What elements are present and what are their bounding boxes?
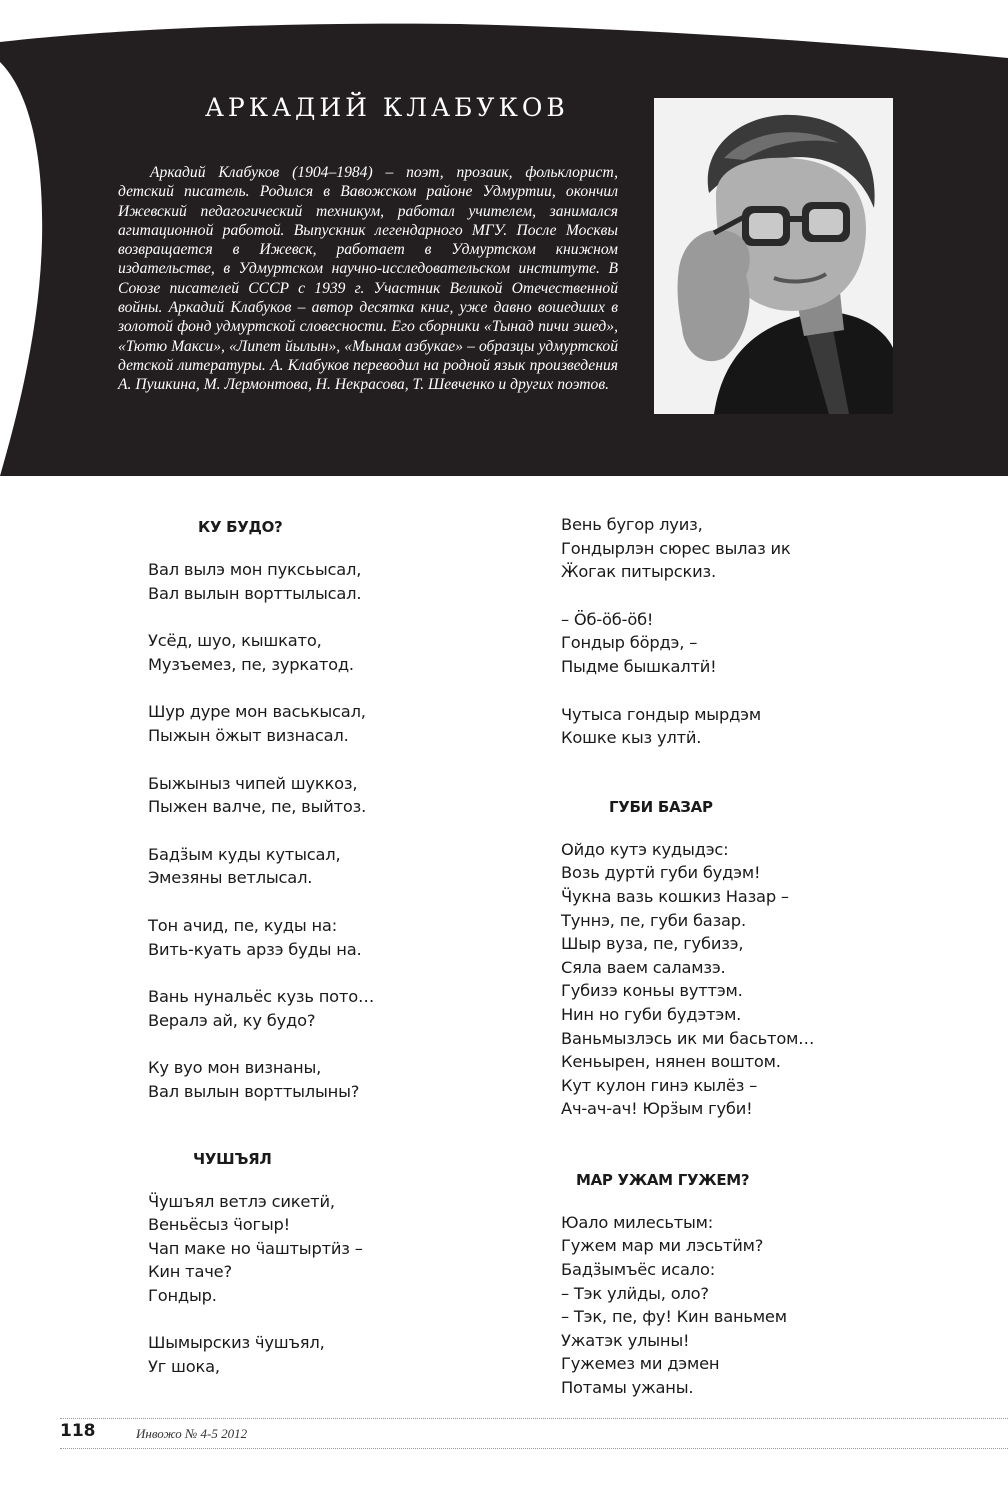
poem-line: Эмезяны ветлысал. [148,868,313,888]
poem-line: Уг шока, [148,1357,220,1377]
poem-line: Шыр вуза, пе, губизэ, [561,934,744,954]
author-name: АРКАДИЙ КЛАБУКОВ [205,93,569,122]
poem-line: Потамы ужаны. [561,1378,694,1398]
poem-line: – Тэк, пе, фу! Кин ваньмем [561,1307,787,1327]
poem-line: Пыжын ӧжыт визнасал. [148,725,349,745]
stanza [148,772,508,819]
poem-line: Ужатэк улыны! [561,1330,690,1350]
author-portrait [654,98,893,414]
poem-line: – Ӧб-ӧб-ӧб! [561,609,654,629]
poem-line: Бадӟым куды кутысал, [148,844,341,864]
poem-line: Ӵушъял ветлэ сикетӥ, [148,1191,335,1211]
stanza [148,1056,508,1103]
stanza [148,843,508,890]
stanza [148,1190,508,1308]
magazine-issue: Инвожо № 4-5 2012 [136,1426,248,1441]
poem-line: Гондыр бӧрдэ, – [561,633,698,653]
poem-line: Губизэ коньы вуттэм. [561,981,743,1001]
poem-line: Ку вуо мон визнаны, [148,1058,322,1078]
stanza [148,558,508,605]
stanza [148,700,508,747]
stanza [561,513,981,584]
poem-line: Быжыныз чипей шуккоз, [148,773,358,793]
poem-line: Вал вылэ мон пуксьысал, [148,560,362,579]
poem-line: – Тэк улӥды, оло? [561,1283,709,1303]
footer-rule-top [60,1418,1008,1419]
poem-line: Гужем мар ми лэсьтӥм? [561,1236,764,1256]
stanza [148,985,508,1032]
poem-line: Ач-ач-ач! Юрӟым губи! [561,1099,753,1119]
stanza [148,914,508,961]
poem-title-chushyal: ЧУШЪЯЛ [193,1149,272,1168]
stanza [561,608,981,679]
footer-rule-bottom [60,1448,1008,1449]
poem-line: Кошке кыз ултӥ. [561,728,702,748]
poem-line: Beралэ ай, ку будо? [148,1010,316,1030]
poem-line: Чап маке но ӵаштыртӥз – [148,1238,363,1258]
poem-line: Кут кулон гинэ кылёз – [561,1075,758,1095]
poem-line: Вань нунальёс кузь пото… [148,987,375,1007]
poem-line: Гужемез ми дэмен [561,1354,720,1374]
poem-line: Ваньмызлэсь ик ми басьтом… [561,1028,815,1048]
poem-line: Пыжен валче, пе, выйтоз. [148,797,367,817]
poem-line: Юало милесьтым: [561,1212,714,1232]
poem-line: Гондырлэн сюрес вылаз ик [561,538,791,558]
poem-line: Вень бугор луиз, [561,515,703,534]
poem-line: Нин но губи будэтэм. [561,1004,742,1024]
poem-line: Вить-куать арзэ буды на. [148,939,362,959]
poem-title-ku-budo: КУ БУДО? [198,518,283,536]
stanza [148,1331,508,1378]
poem-line: Гондыр. [148,1285,217,1305]
poem-title-gubi-bazar: ГУБИ БАЗАР [609,797,713,816]
author-bio: Аркадий Клабуков (1904–1984) – поэт, прозаик, фольклорист, детский писатель. Родился в Вавожском районе Удмуртии, окончил Ижевский педагогический техникум, работал учителем, занимался агитационной работой. Выпускник легендарного МГУ. После Москвы возвращается в Ижевск, работает в Удмуртском книжном издательстве, в Удмуртском научно-исследовательском институте. В Союзе писателей СССР с 1939 г. Участник Великой Отечественной войны. Аркадий Клабуков – автор десятка книг, уже давно вошедших в золотой фонд удмуртской словесности. Его сборники «Тынад пичи эшед», «Тютю Макси», «Липет йылын», «Мынам азбукае» – образцы удмуртской детской литературы. А. Клабуков переводил на родной язык произведения А. Пушкина, М. Лермонтова, Н. Некрасова, Т. Шевченко и других поэтов. [118,164,618,394]
poem-line: Кеньырен, нянен воштом. [561,1052,781,1072]
stanza [148,629,508,676]
page-number: 118 [60,1421,96,1441]
poem-line: Сяла ваем саламзэ. [561,957,726,977]
poem-line: Ойдо кутэ кудыдэс: [561,839,729,859]
poem-line: Пыдме бышкалтӥ! [561,656,717,676]
stanza [561,1211,981,1400]
poem-line: Тон ачид, пе, куды на: [148,915,337,935]
poem-line: Бадӟымъёс исало: [561,1260,716,1280]
poem-line: Усёд, шуо, кышкато, [148,631,322,651]
stanza [561,838,981,1121]
poem-line: Возь дуртӥ губи будэм! [561,863,761,883]
poem-line: Ӵукна вазь кошкиз Назар – [561,886,789,906]
poem-line: Музъемез, пе, зуркатод. [148,654,354,674]
poem-line: Вал вылын ворттылыны? [148,1081,360,1101]
poem-line: Шур дуре мон васькысал, [148,702,366,722]
poem-line: Веньёсыз ӵогыр! [148,1215,290,1235]
right-column [561,513,981,1400]
poem-line: Кин тачe? [148,1262,232,1282]
stanza [561,703,981,750]
poem-line: Вал вылын ворттылысал. [148,583,362,603]
poem-title-mar-uzham-guzhem: МАР УЖАМ ГУЖЕМ? [576,1170,750,1189]
left-column [148,518,508,1379]
poem-line: Шымырскиз ӵушъял, [148,1333,325,1353]
poem-line: Ӝогак питырскиз. [561,562,716,582]
poem-line: Чутыса гондыр мырдэм [561,704,761,724]
poem-line: Туннэ, пе, губи базар. [561,910,746,930]
